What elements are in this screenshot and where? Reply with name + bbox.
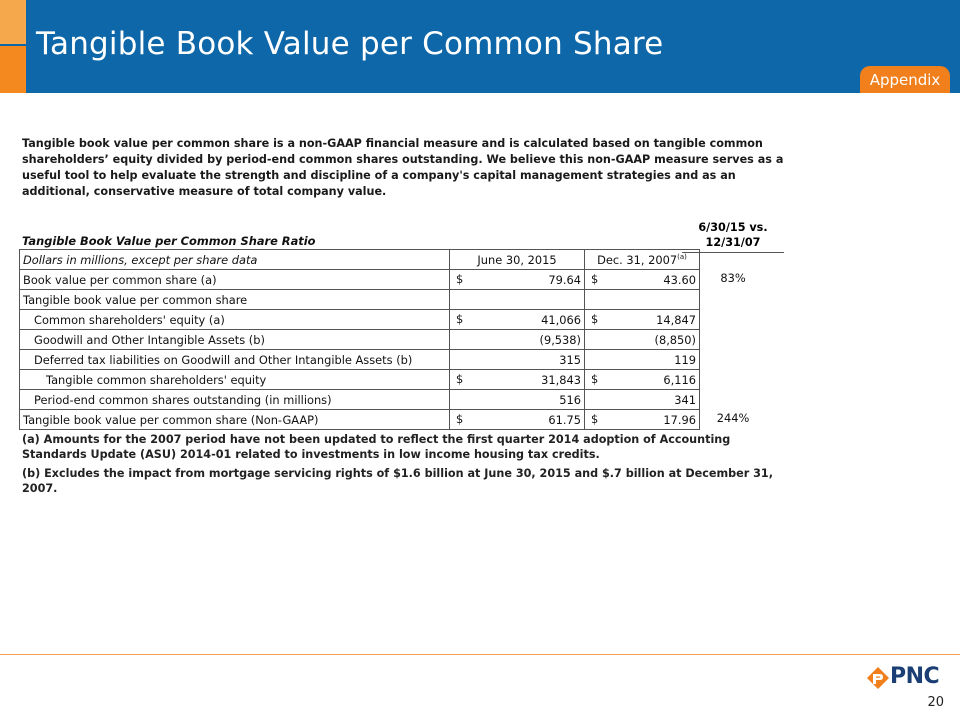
row-label: Deferred tax liabilities on Goodwill and Other Intangible Assets (b) — [20, 350, 450, 370]
row-label: Tangible book value per common share (Non-GAAP) — [20, 410, 450, 430]
row-label: Goodwill and Other Intangible Assets (b) — [20, 330, 450, 350]
value-2015: $ 31,843 — [450, 370, 585, 390]
row-label: Common shareholders' equity (a) — [20, 310, 450, 330]
table-row — [20, 330, 700, 350]
footnote-b: (b) Excludes the impact from mortgage servicing rights of $1.6 billion at June 30, 2015 and $.7 billion at December 31, 2007. — [22, 467, 773, 495]
value-2015: $ 79.64 — [450, 270, 585, 290]
header-stripe-bottom — [0, 46, 26, 93]
intro-paragraph: Tangible book value per common share is a non-GAAP financial measure and is calculated based on tangible common shareholders’ equity divided by period-end common shares outstanding. We believe this non-GAAP measure serves as a useful tool to help evaluate the strength and discipline of a company's capital management strategies and as an additional, conservative measure of total company value. — [22, 137, 784, 198]
header-stripe-top — [0, 0, 26, 44]
table-row — [20, 390, 700, 410]
value-2007: (8,850) — [585, 330, 700, 350]
tbv-table — [19, 249, 700, 430]
value-2007: $ 17.96 — [585, 410, 700, 430]
value-2007: 341 — [585, 390, 700, 410]
pnc-logo-text: PNC — [890, 664, 940, 689]
row-label: Book value per common share (a) — [20, 270, 450, 290]
value-2015: (9,538) — [450, 330, 585, 350]
footer-divider — [0, 654, 960, 655]
value-2007: $ 6,116 — [585, 370, 700, 390]
comparison-header-line2: 12/31/07 — [705, 236, 761, 249]
pnc-logo-icon — [866, 666, 890, 690]
footnote-a: (a) Amounts for the 2007 period have not been updated to reflect the first quarter 2014 adoption of Accounting Standards Update (ASU) 2014-01 related to investments in low income housing tax credits. — [22, 433, 731, 461]
table-row — [20, 290, 700, 310]
table-row — [20, 350, 700, 370]
value-2015: $ 41,066 — [450, 310, 585, 330]
value-2007: $ 43.60 — [585, 270, 700, 290]
table-title: Tangible Book Value per Common Share Ratio — [22, 234, 316, 248]
col-header-2007: Dec. 31, 2007$^{(a)}$ — [585, 250, 700, 270]
col-header-2015: June 30, 2015 — [450, 250, 585, 270]
page-title: Tangible Book Value per Common Share — [36, 26, 664, 62]
col-header-label: Dollars in millions, except per share data — [20, 250, 450, 270]
header-bar — [0, 0, 960, 93]
row-label: Period-end common shares outstanding (in millions) — [20, 390, 450, 410]
value-2015: 315 — [450, 350, 585, 370]
pct-change-tangible-book-value: 244% — [716, 411, 750, 425]
row-label: Tangible common shareholders' equity — [20, 370, 450, 390]
value-2007: 119 — [585, 350, 700, 370]
value-2015: 516 — [450, 390, 585, 410]
table-header-row — [20, 250, 700, 270]
page-number: 20 — [927, 695, 944, 710]
comparison-header-line1: 6/30/15 vs. — [698, 221, 768, 234]
pct-change-book-value: 83% — [720, 271, 746, 285]
table-row — [20, 310, 700, 330]
appendix-tab: Appendix — [860, 66, 950, 93]
value-2015: $ 61.75 — [450, 410, 585, 430]
value-2007: $ 14,847 — [585, 310, 700, 330]
row-label: Tangible book value per common share — [20, 290, 450, 310]
table-row — [20, 410, 700, 430]
table-row — [20, 270, 700, 290]
table-row — [20, 370, 700, 390]
